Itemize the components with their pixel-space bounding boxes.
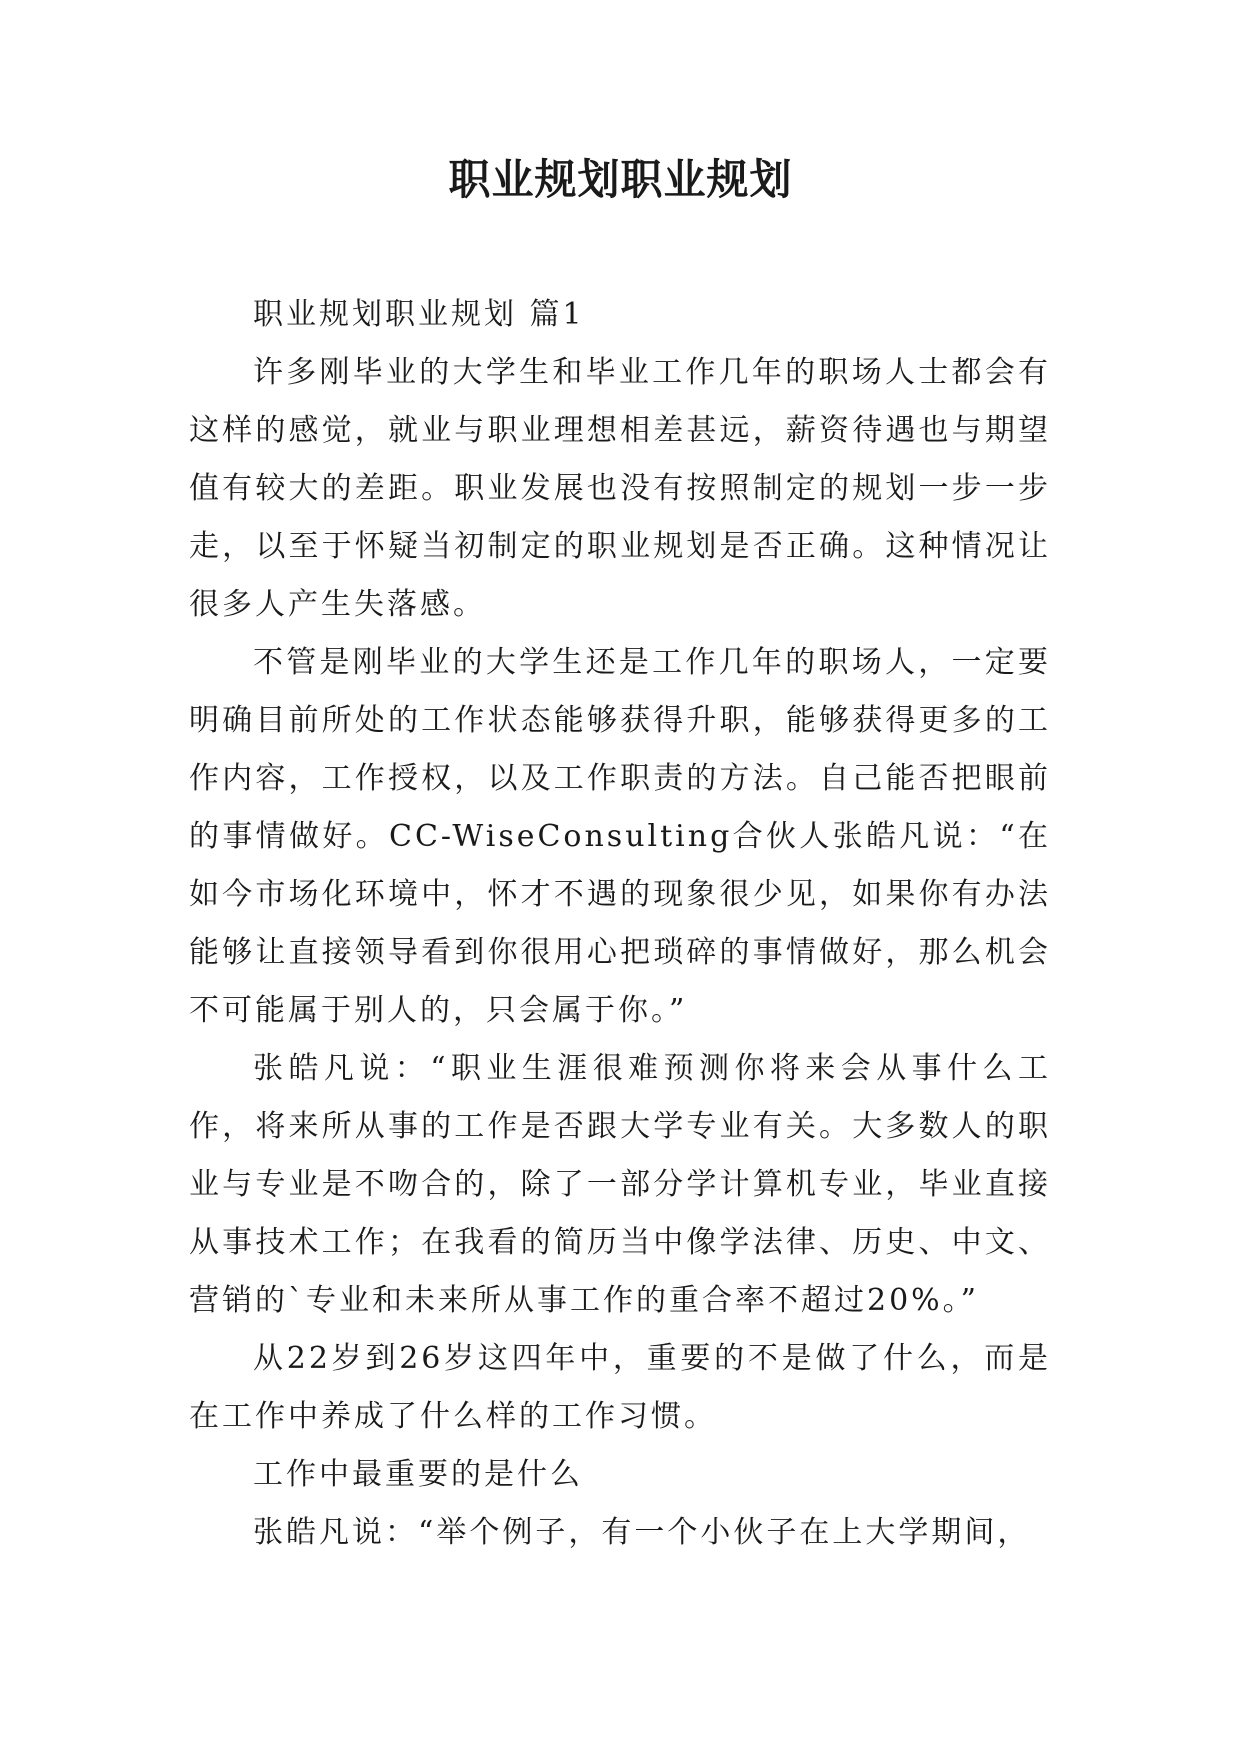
- paragraph: 不管是刚毕业的大学生还是工作几年的职场人，一定要明确目前所处的工作状态能够获得升职，能够获得更多的工作内容，工作授权，以及工作职责的方法。自己能否把眼前的事情做好。CC-WiseConsulting合伙人张皓凡说：“在如今市场化环境中，怀才不遇的现象很少见，如果你有办法能够让直接领导看到你很用心把琐碎的事情做好，那么机会不可能属于别人的，只会属于你。”: [189, 645, 1051, 1028]
- paragraph: 张皓凡说：“职业生涯很难预测你将来会从事什么工作，将来所从事的工作是否跟大学专业有关。大多数人的职业与专业是不吻合的，除了一部分学计算机专业，毕业直接从事技术工作；在我看的简历当中像学法律、历史、中文、营销的`专业和未来所从事工作的重合率不超过20%。”: [189, 1051, 1051, 1318]
- document-body: [189, 286, 1051, 1562]
- paragraph: 张皓凡说：“举个例子，有一个小伙子在上大学期间，: [253, 1515, 1031, 1550]
- document-title: 职业规划职业规划: [448, 155, 793, 204]
- paragraph-section-heading: 职业规划职业规划 篇1: [253, 297, 585, 332]
- paragraph: 从22岁到26岁这四年中，重要的不是做了什么，而是在工作中养成了什么样的工作习惯。: [189, 1341, 1051, 1434]
- paragraph: 许多刚毕业的大学生和毕业工作几年的职场人士都会有这样的感觉，就业与职业理想相差甚远，薪资待遇也与期望值有较大的差距。职业发展也没有按照制定的规划一步一步走，以至于怀疑当初制定的职业规划是否正确。这种情况让很多人产生失落感。: [189, 355, 1051, 622]
- paragraph-subheading: 工作中最重要的是什么: [253, 1457, 583, 1492]
